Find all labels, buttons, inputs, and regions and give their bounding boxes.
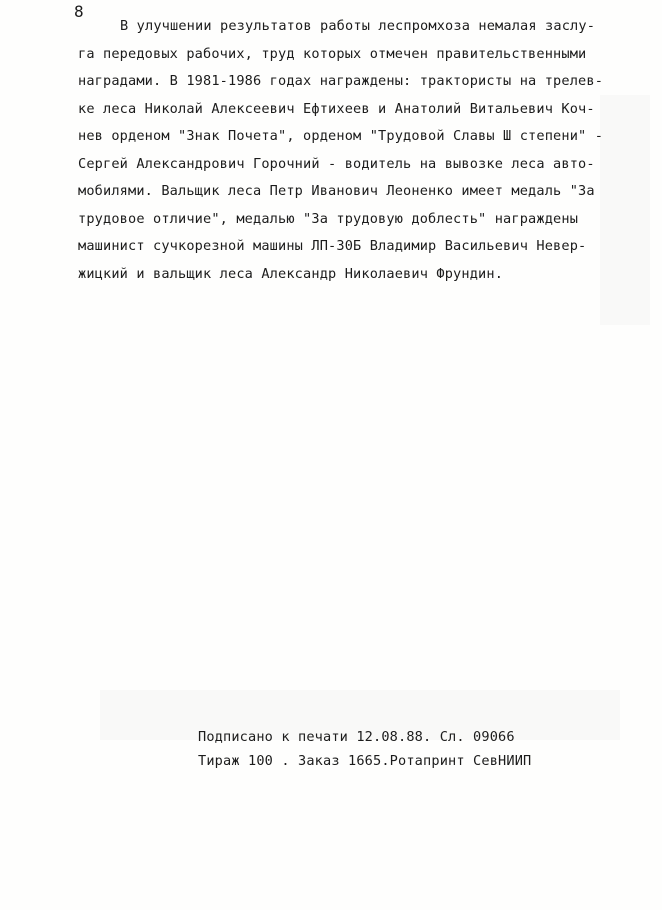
imprint-signed-line: Подписано к печати 12.08.88. Сл. 09066 [198, 729, 515, 745]
paragraph-line: машинист сучкорезной машины ЛП-30Б Владимир Васильевич Невер- [78, 238, 587, 254]
publication-imprint [198, 725, 598, 773]
page-number: 8 [74, 2, 85, 21]
paragraph-line: Сергей Александрович Горочний - водитель на вывозке леса авто- [78, 155, 595, 172]
paragraph-line: В улучшении результатов работы леспромхоза немалая заслу- [120, 18, 596, 34]
paragraph-line: трудовое отличие", медалью "За трудовую доблесть" награждены [78, 210, 579, 227]
imprint-circulation-line: Тираж 100 . Заказ 1665.Ротапринт СевНИИП [198, 753, 532, 769]
paragraph-line: жицкий и вальщик леса Александр Николаевич Фрундин. [78, 265, 504, 282]
paragraph-line: ке леса Николай Алексеевич Ефтихеев и Анатолий Витальевич Коч- [78, 100, 595, 117]
main-paragraph [78, 13, 608, 288]
paragraph-line: нев орденом "Знак Почета", орденом "Трудовой Славы Ш степени" - [78, 128, 604, 144]
paragraph-line: мобилями. Вальщик леса Петр Иванович Леоненко имеет медаль "За [78, 183, 595, 199]
paragraph-line: га передовых рабочих, труд которых отмечен правительственными [78, 45, 587, 62]
paragraph-line: наградами. В 1981-1986 годах награждены: трактористы на трелев- [78, 73, 604, 89]
